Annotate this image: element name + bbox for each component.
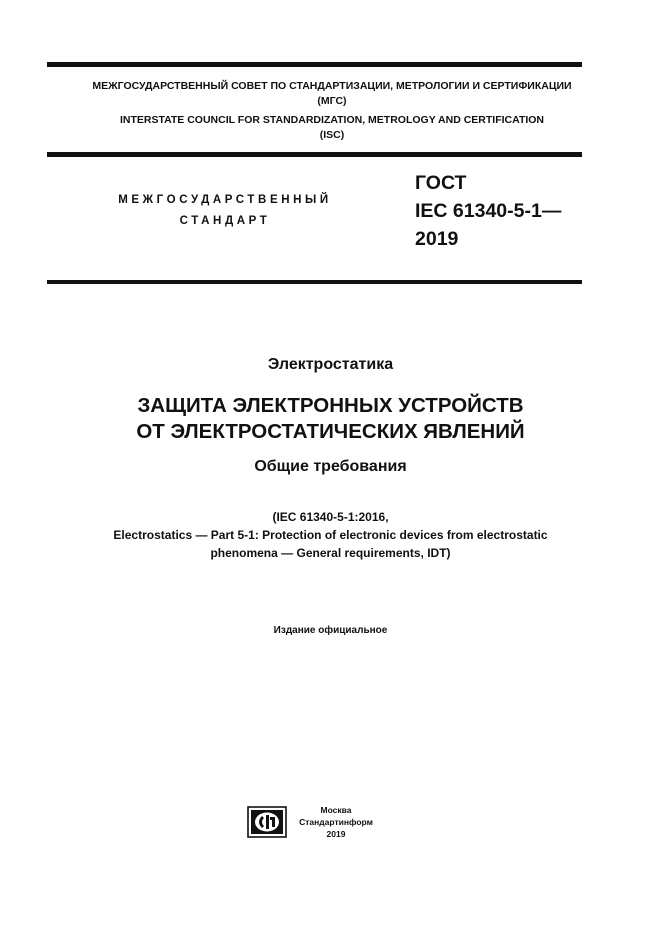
publisher-city: Москва	[320, 805, 352, 815]
iec-reference-line1: (IEC 61340-5-1:2016,	[272, 510, 389, 524]
designation-gost: ГОСТ	[415, 172, 467, 194]
publisher-year: 2019	[326, 829, 346, 839]
council-name-ru: МЕЖГОСУДАРСТВЕННЫЙ СОВЕТ ПО СТАНДАРТИЗАЦИИ, МЕТРОЛОГИИ И СЕРТИФИКАЦИИ	[92, 80, 572, 92]
designation-bottom-rule	[47, 280, 582, 284]
standard-kind-line2: СТАНДАРТ	[179, 215, 271, 227]
top-rule	[47, 62, 582, 67]
header-bottom-rule	[47, 152, 582, 157]
council-abbr-ru: (МГС)	[317, 95, 347, 107]
iec-reference-line2: Electrostatics — Part 5-1: Protection of electronic devices from electrostatic	[113, 528, 548, 542]
standard-kind-line1: МЕЖГОСУДАРСТВЕННЫЙ	[118, 194, 332, 206]
subtitle: Общие требования	[254, 458, 407, 475]
standard-field: Электростатика	[267, 356, 394, 373]
council-name-en: INTERSTATE COUNCIL FOR STANDARDIZATION, METROLOGY AND CERTIFICATION	[119, 114, 545, 126]
main-title-line1: ЗАЩИТА ЭЛЕКТРОННЫХ УСТРОЙСТВ	[137, 394, 524, 417]
publisher-name: Стандартинформ	[299, 817, 373, 827]
standartinform-logo-icon	[247, 806, 287, 838]
main-title-line2: ОТ ЭЛЕКТРОСТАТИЧЕСКИХ ЯВЛЕНИЙ	[136, 420, 525, 443]
council-abbr-en: (ISC)	[319, 129, 345, 141]
designation-number: IEC 61340-5-1—	[415, 200, 562, 222]
designation-year: 2019	[415, 228, 459, 250]
edition-label: Издание официальное	[273, 625, 388, 636]
iec-reference-line3: phenomena — General requirements, IDT)	[210, 546, 451, 560]
